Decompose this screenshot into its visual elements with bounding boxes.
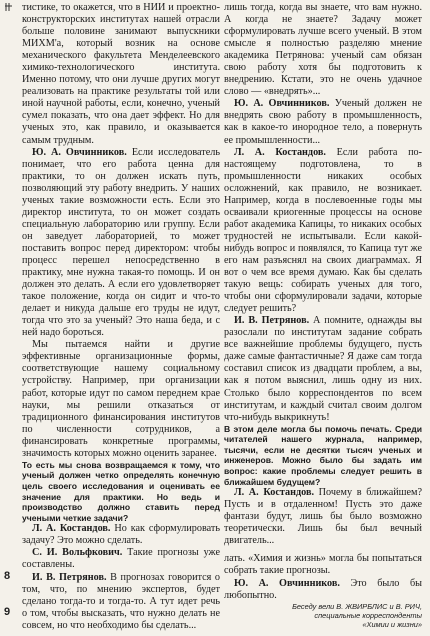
paragraph: лишь тогда, когда вы знаете, что вам нужно. А когда не знаете? Задачу может сформулировать лучше всего ученый. В этом смысле я полностью разделяю мнение академика Петрянова: ученый сам обязан свою работу хотя бы подготовить к внедрению. Кстати, это не очень удачное слово — «внедрять»...	[224, 2, 422, 98]
speaker-name: И. В. Петрянов.	[234, 315, 310, 327]
speaker-name: Л. А. Костандов.	[234, 487, 315, 499]
credits-line: специальные корреспонденты	[314, 611, 422, 620]
left-column	[22, 2, 220, 632]
speech-text: Почему в ближайшем? Пусть и в отдаленном! Пусть это даже фантази будут, лишь бы было возможно теоретически. Лишь бы был вечный двигатель...	[224, 487, 423, 547]
paragraph	[224, 487, 422, 547]
speech-text: А помните, однажды вы разослали по институтам задание собрать все важнейшие проблемы будущего, пусть даже самые фантастичные? Я даже сам тогда составил список из двадцати проблем, а вы, как я потом выяснил, лишь одну из них. Столько было корреспондентов по всем институтам, и каждый считал своим долгом что-нибудь выкрикнуть!	[224, 315, 422, 423]
paragraph	[224, 578, 422, 602]
editorial-question: В этом деле могла бы помочь печать. Среди читателей нашего журнала, например, тысячи, если не десятки тысяч ученых и инженеров. Можно было бы задать им вопрос: какие проблемы следует решить в ближайшем будущем?	[224, 423, 422, 487]
speech-text: Ученый должен не внедрять свою работу в промышленность, как в какое-то инородное тело, а повернуть ее промышленности...	[224, 98, 423, 146]
right-column	[224, 2, 422, 602]
speech-text: Но как сформулировать задачу? Это можно сделать.	[22, 523, 220, 547]
paragraph: Мы пытаемся найти и другие эффективные организационные формы, соответствующие нашему социальному устройству. Например, при организации работ, которые идут по самом переднем крае науки, мы решили отказаться от традиционного финансирования институтов по численности сотрудников, а финансировать конкретные программы, значимость которых можно оценить заранее.	[22, 339, 220, 459]
page-number: 9	[4, 606, 11, 618]
speaker-name: И. В. Петрянов.	[32, 571, 107, 583]
speaker-name: Ю. А. Овчинников.	[234, 577, 340, 589]
paragraph: тистике, то окажется, что в НИИ и проектно-конструкторских институтах нашей отрасли больше половине занимают выпускники МИХМ'а, который возник на основе механического факультета Менделеевского химико-технологического института. Именно потому, что они лучше других могут реализовать на практике результаты той или иной научной работы, если, конечно, ученый сумел показать, что она дает эффект. Но для ученых это, как правило, и оказывается самым трудным.	[22, 2, 220, 146]
side-page-marker: 8	[4, 570, 11, 582]
speech-text: Это было бы любопытно.	[224, 577, 422, 601]
paragraph	[224, 315, 422, 423]
speaker-name: С. И. Вольфкович.	[32, 547, 123, 559]
editorial-question: То есть мы снова возвращаемся к тому, что ученый должен четко определять конечную цель своего исследования и оценивать ее значение для практики. Но ведь и производство должно ставить перед учеными четкие задачи?	[22, 459, 220, 523]
credits-line: Беседу вели В. ЖВИРБЛИС и В. РИЧ,	[292, 602, 422, 611]
paragraph: лать. «Химия и жизнь» могла бы попытаться собрать такие прогнозы.	[224, 553, 422, 577]
speech-text: Такие прогнозы уже составлены.	[22, 547, 220, 571]
speech-text: В прогнозах говорится о том, что, по мнению экспертов, будет сделано тогда-то и тогда-то. А тут идет речь о том, чтобы высказать, что нужно делать не совсем, но что необходимо бы сделать...	[22, 571, 221, 631]
speaker-name: Л. А. Костандов.	[234, 146, 326, 158]
speaker-name: Ю. А. Овчинников.	[234, 98, 330, 110]
speech-text: Если работа по-настоящему подготовлена, то в промышленности никаких особых осложнений, как правило, не возникает. Например, когда в послевоенные годы мы осваивали криогенные процессы на основе работ академика Капицы, то никаких особых трудностей не испытывали. Если какой-нибудь вопрос и появлялся, то Капица тут же его нам разъяснял на своих диаграммах. Я вот о чем все время думаю. Как бы сделать такую вещь: собирать ученых для того, чтобы они сформулировали задачи, которые следует решить?	[224, 146, 423, 315]
paragraph	[22, 547, 220, 571]
paragraph	[22, 523, 220, 547]
interview-credits	[272, 602, 422, 629]
speaker-name: Л. А. Костандов.	[32, 523, 111, 535]
credits-line: «Химии и жизни»	[362, 620, 422, 629]
paragraph	[224, 98, 422, 146]
paragraph	[224, 147, 422, 316]
paragraph	[22, 147, 220, 340]
speaker-name: Ю. А. Овчинников.	[32, 146, 127, 158]
corner-mark-icon	[4, 2, 14, 12]
paragraph	[22, 572, 220, 632]
speech-text: Если исследователь понимает, что его работа ценна для практики, то он должен искать путь, позволяющий эту работу внедрить. У наших ученых такие возможности есть. Если это директор института, то он может создать специальную лабораторию или группу. Если он заведует лабораторией, то может поставить вопрос перед директором: чтобы процесс перешел непосредственно в практику, мне нужна такая-то помощь. И он должен это делать. А если его удовлетворяет такое положение, когда он сидит и что-то делает и никуда дальше его труды не идут, тогда что это за ученый? Это наша беда, и с ней надо бороться.	[22, 146, 220, 339]
